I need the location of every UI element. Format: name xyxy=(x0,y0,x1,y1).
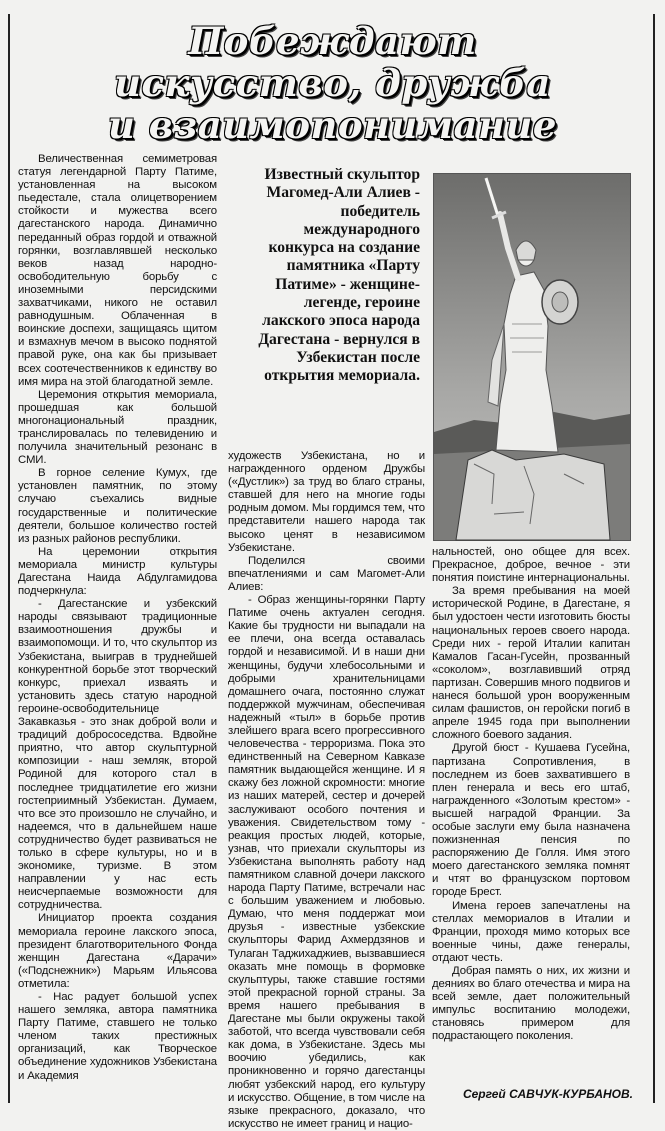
text-column-1 xyxy=(18,153,217,1108)
statue-photo xyxy=(433,173,631,541)
paragraph: - Дагестанские и узбекский народы связывают традиционные взаимоотношения дружбы и взаимопомощи. И то, что скульптор из Узбекистана, выиграв в труднейшей конкурентной борьбе этот творческий конкурс, приехал изваять и установить здесь статую народной героине-освободительнице Закавказья - это знак доброй воли и традиций добрососедства. Вдвойне приятно, что автор скульптурной композиции - наш земляк, второй Родиной для которого стал в последнее тридцатилетие его жизни гостеприимный Узбекистан. Думаем, что все это произошло не случайно, и надеемся, что в дальнейшем наше сотрудничество будет развиваться не только в сфере культуры, но и в экономике, туризме. В этом направлении у нас есть неисчерпаемые возможности для сотрудничества. xyxy=(18,598,217,912)
paragraph: Поделился своими впечатлениями и сам Магомет-Али Алиев: xyxy=(228,554,425,593)
paragraph: нальностей, оно общее для всех. Прекрасное, доброе, вечное - эти понятия поистине интернациональны. xyxy=(432,546,630,585)
paragraph: Другой бюст - Кушаева Гусейна, партизана Сопротивления, в последнем из боев захватившего в плен генерала и весь его штаб, награжденного «Золотым крестом» - высшей наградой Франции. За особые заслуги ему была назначена пожизненная пенсия по распоряжению Де Голля. Имя этого моего дагестанского земляка помнят и чтят во французском портовом городе Брест. xyxy=(432,742,630,899)
paragraph: Величественная семиметровая статуя легендарной Парту Патиме, установленная на высоком пьедестале, стала олицетворением стойкости и мужества всего дагестанского народа. Динамично переданный образ гордой и отважной горянки, возглавлявшей несколько веков назад народно-освободительную борьбу с иноземными персидскими захватчиками, никого не оставил равнодушным. Облаченная в воинские доспехи, защищаясь щитом и взмахнув мечом в высоко поднятой правой руке, она как бы призывает всех соотечественников к единству во имя мира на этой благодатной земле. xyxy=(18,153,217,388)
headline-line-2: искусство, дружба xyxy=(114,61,551,105)
statue-photo-icon xyxy=(434,174,630,540)
paragraph: Добрая память о них, их жизни и деяниях во благо отечества и мира на всей земле, дает положительный импульс воспитанию молодежи, становясь примером для подрастающего поколения. xyxy=(432,965,630,1043)
right-border-rule xyxy=(653,14,655,1103)
paragraph: На церемонии открытия мемориала министр культуры Дагестана Наида Абдулгамидова подчеркнула: xyxy=(18,545,217,598)
author-byline: Сергей САВЧУК-КУРБАНОВ. xyxy=(462,1087,633,1101)
left-border-rule xyxy=(8,14,10,1103)
paragraph: художеств Узбекистана, но и награжденного орденом Дружбы («Дустлик») за труд во благо страны, ставшей для него на многие годы родным домом. Мы гордимся тем, что представители нашего народа так высоко ценят в независимом Узбекистане. xyxy=(228,450,425,554)
headline-line-1: Побеждают xyxy=(188,19,477,63)
paragraph: - Нас радует большой успех нашего земляка, автора памятника Парту Патиме, ставшего не только членом таких престижных организаций, как Творческое объединение художников Узбекистана и Академия xyxy=(18,991,217,1082)
text-column-2 xyxy=(228,450,425,1130)
paragraph: Церемония открытия мемориала, прошедшая как большой многонациональный праздник, транслировалась по телевидению и получила значительный резонанс в СМИ. xyxy=(18,388,217,467)
paragraph: Имена героев запечатлены на стеллах мемориалов в Италии и Франции, проходя мимо которых все военные чины, даже генералы, отдают честь. xyxy=(432,899,630,964)
article-headline xyxy=(40,20,625,146)
paragraph: В горное селение Кумух, где установлен памятник, по этому случаю съехались видные государственные и политические деятели, большое количество гостей из разных районов республики. xyxy=(18,467,217,545)
paragraph: Инициатор проекта создания мемориала героине лакского эпоса, президент благотворительного Фонда женщин Дагестана «Дарачи» («Подснежник») Марьям Ильясова отметила: xyxy=(18,912,217,990)
text-column-3 xyxy=(432,546,630,1059)
paragraph: За время пребывания на моей исторической Родине, в Дагестане, я был удостоен чести изготовить бюсты национальных героев своего народа. Среди них - герой Италии капитан Камалов Гасан-Гусейн, прозванный «соколом», возглавивший отряд партизан. Совершив много подвигов и нанеся большой урон вооруженным силам фашистов, он геройски погиб в апреле 1945 года при выполнении сложного боевого задания. xyxy=(432,585,630,742)
lead-paragraph: Известный скульптор Магомед-Али Алиев - победитель международного конкурса на создание памятника «Парту Патиме» - женщине-легенде, героине лакского эпоса народа Дагестана - вернулся в Узбекистан после открытия мемориала. xyxy=(258,166,420,385)
paragraph: - Образ женщины-горянки Парту Патиме очень актуален сегодня. Какие бы трудности ни выпадали на ее плечи, она всегда оставалась гордой и независимой. И в наши дни женщины, будучи хлебосольными и добрыми хранительницами домашнего очага, постоянно служат поддержкой мужчинам, обеспечивая надежный «тыл» в борьбе против злейшего врага всего прогрессивного человечества - терроризма. Пока это единственный на Северном Кавказе памятник выдающейся женщине. И я скажу без ложной скромности: многие из наших матерей, сестер и дочерей заслуживают особого почтения и уважения. Свидетельством тому - реакция простых людей, которые, узнав, что приехали скульпторы из Узбекистана выполнять работу над памятником славной дочери лакского народа Парту Патиме, встречали нас с большим уважением и любовью. Думаю, что меня поддержат мои друзья - известные узбекские скульпторы Фарид Ахмердзянов и Тулаган Таджихаджиев, вызвавшиеся оказать мне помощь в формовке скульптуры, также ставшие гостями этой прекрасной горной страны. За время нашего пребывания в Дагестане мы были окружены такой заботой, что всегда чувствовали себя как дома, в Узбекистане. Здесь мы воочию убедились, как проникновенно и горячо дагестанцы любят узбекский народ, его культуру и искусство. Общение, в том числе на языке прекрасного, доказало, что искусство не имеет границ и нацио- xyxy=(228,594,425,1130)
headline-line-3: и взаимопонимание xyxy=(108,103,557,147)
